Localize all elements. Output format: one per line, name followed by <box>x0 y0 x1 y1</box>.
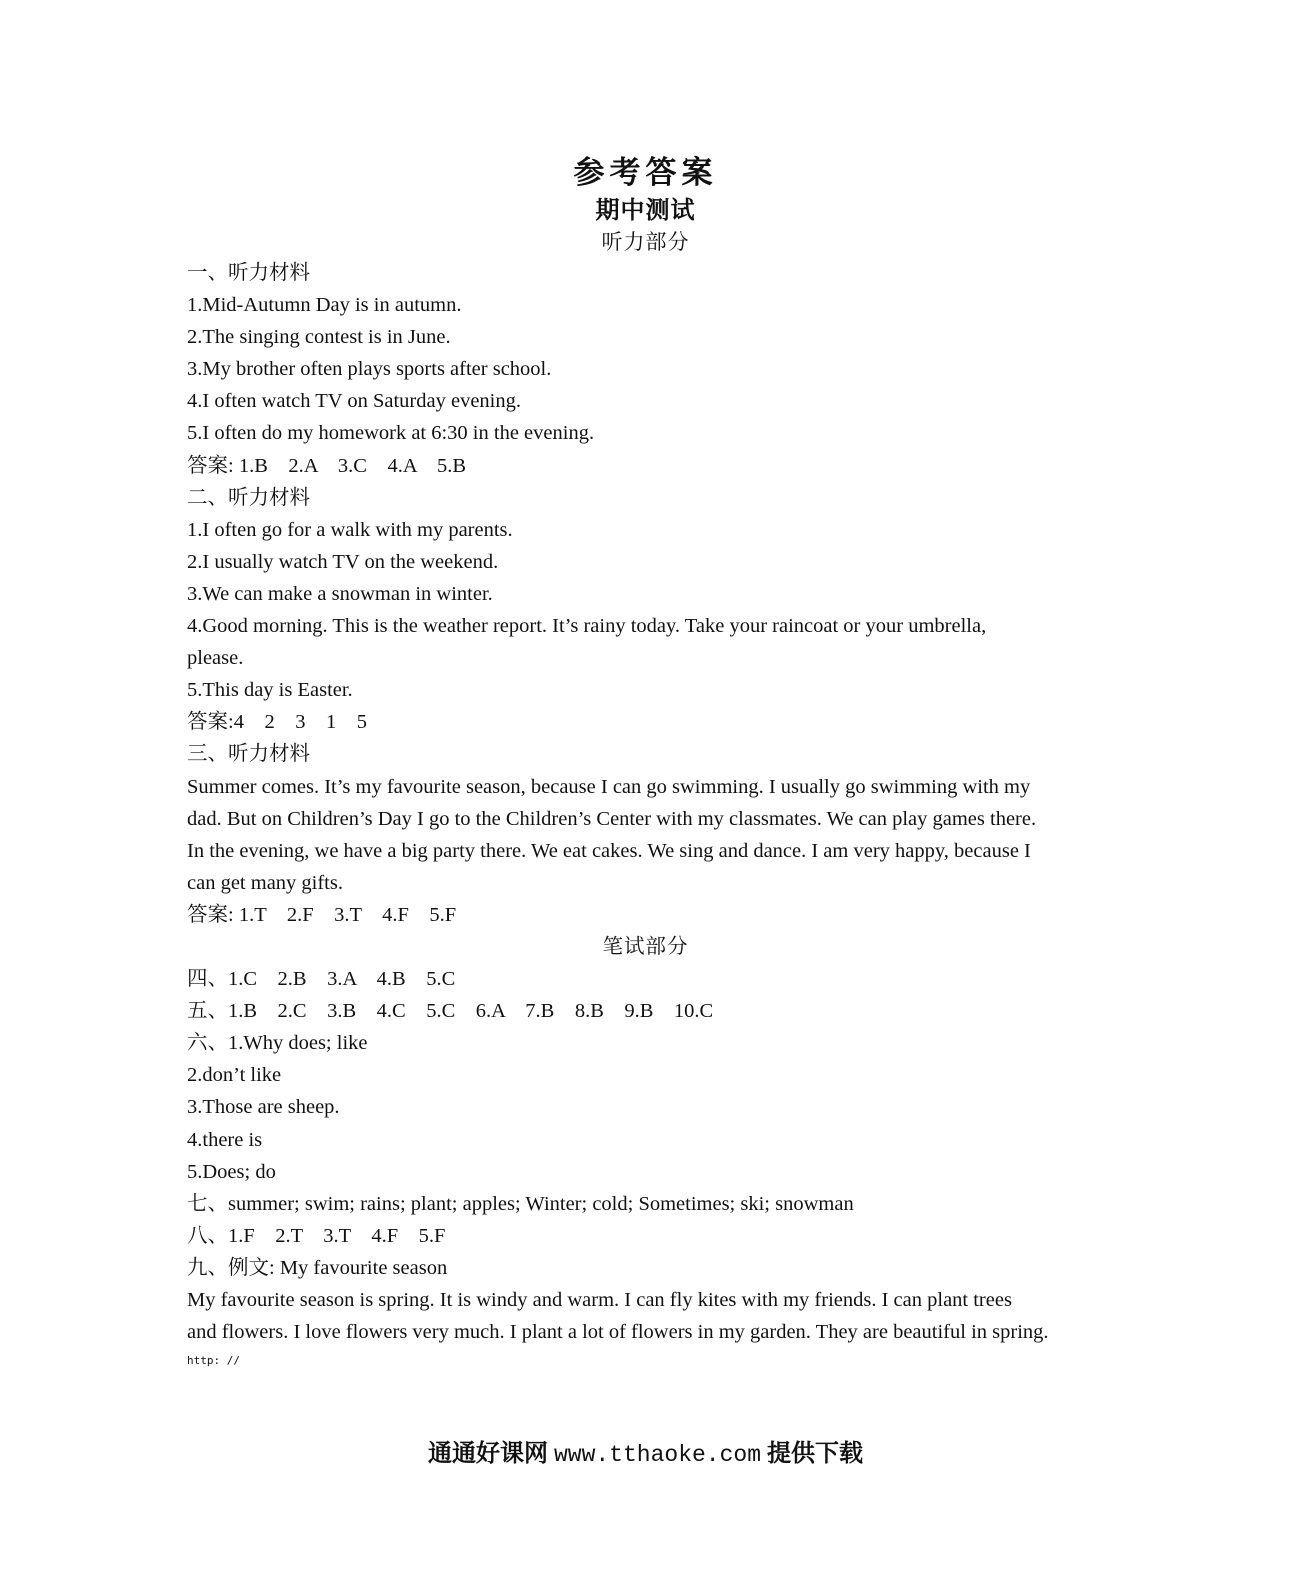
footer-banner <box>0 1433 1291 1468</box>
part3-heading: 三、听力材料 <box>187 743 310 766</box>
list-item: 2.don’t like <box>187 1064 282 1087</box>
part2-heading: 二、听力材料 <box>187 486 310 509</box>
list-item: 1.I often go for a walk with my parents. <box>187 518 513 541</box>
list-item: 2.The singing contest is in June. <box>187 326 451 349</box>
listening-section-title: 听力部分 <box>601 230 690 254</box>
footer-site-name: 通通好课网 <box>427 1441 548 1467</box>
url-text: http: // <box>187 1354 240 1367</box>
list-item: 5.Does; do <box>187 1160 276 1183</box>
passage-line: can get many gifts. <box>187 871 343 894</box>
q7-answer: 七、summer; swim; rains; plant; apples; Winter; cold; Sometimes; ski; snowman <box>187 1192 854 1215</box>
q8-answer: 八、1.F 2.T 3.T 4.F 5.F <box>187 1224 446 1247</box>
list-item: 3.My brother often plays sports after school. <box>187 358 552 381</box>
list-item: 3.We can make a snowman in winter. <box>187 582 493 605</box>
q5-answer: 五、1.B 2.C 3.B 4.C 5.C 6.A 7.B 8.B 9.B 10.C <box>187 1000 714 1023</box>
q4-answer: 四、1.C 2.B 3.A 4.B 5.C <box>187 968 456 991</box>
list-item: please. <box>187 647 244 670</box>
passage-line: In the evening, we have a big party there. We eat cakes. We sing and dance. I am very happy, because I <box>187 839 1031 862</box>
page-subtitle: 期中测试 <box>595 198 696 224</box>
footer-download: 提供下载 <box>767 1441 864 1467</box>
footer-site-url[interactable]: www.tthaoke.com <box>553 1442 762 1468</box>
answer-content <box>187 257 1102 1348</box>
passage-line: dad. But on Children’s Day I go to the Children’s Center with my classmates. We can play games there. <box>187 807 1037 830</box>
page-title: 参考答案 <box>573 155 718 190</box>
list-item: 4.Good morning. This is the weather report. It’s rainy today. Take your raincoat or your umbrella, <box>187 615 987 638</box>
list-item: 5.This day is Easter. <box>187 679 353 702</box>
list-item: 4.there is <box>187 1128 263 1151</box>
part3-answer: 答案: 1.T 2.F 3.T 4.F 5.F <box>187 903 457 926</box>
q9-heading: 九、例文: My favourite season <box>187 1256 448 1279</box>
list-item: 1.Mid-Autumn Day is in autumn. <box>187 294 462 317</box>
q6-answer: 六、1.Why does; like <box>187 1032 368 1055</box>
list-item: 2.I usually watch TV on the weekend. <box>187 550 499 573</box>
part2-answer: 答案:4 2 3 1 5 <box>187 711 367 734</box>
passage-line: Summer comes. It’s my favourite season, because I can go swimming. I usually go swimming with my <box>187 775 1031 798</box>
list-item: 3.Those are sheep. <box>187 1096 340 1119</box>
essay-line: and flowers. I love flowers very much. I plant a lot of flowers in my garden. They are beautiful in spring. <box>187 1321 1049 1344</box>
part1-answer: 答案: 1.B 2.A 3.C 4.A 5.B <box>187 454 467 477</box>
essay-line: My favourite season is spring. It is windy and warm. I can fly kites with my friends. I can plant trees <box>187 1289 1012 1311</box>
part1-heading: 一、听力材料 <box>187 262 310 284</box>
list-item: 5.I often do my homework at 6:30 in the evening. <box>187 422 595 445</box>
list-item: 4.I often watch TV on Saturday evening. <box>187 390 521 413</box>
writing-section-title: 笔试部分 <box>602 935 689 958</box>
